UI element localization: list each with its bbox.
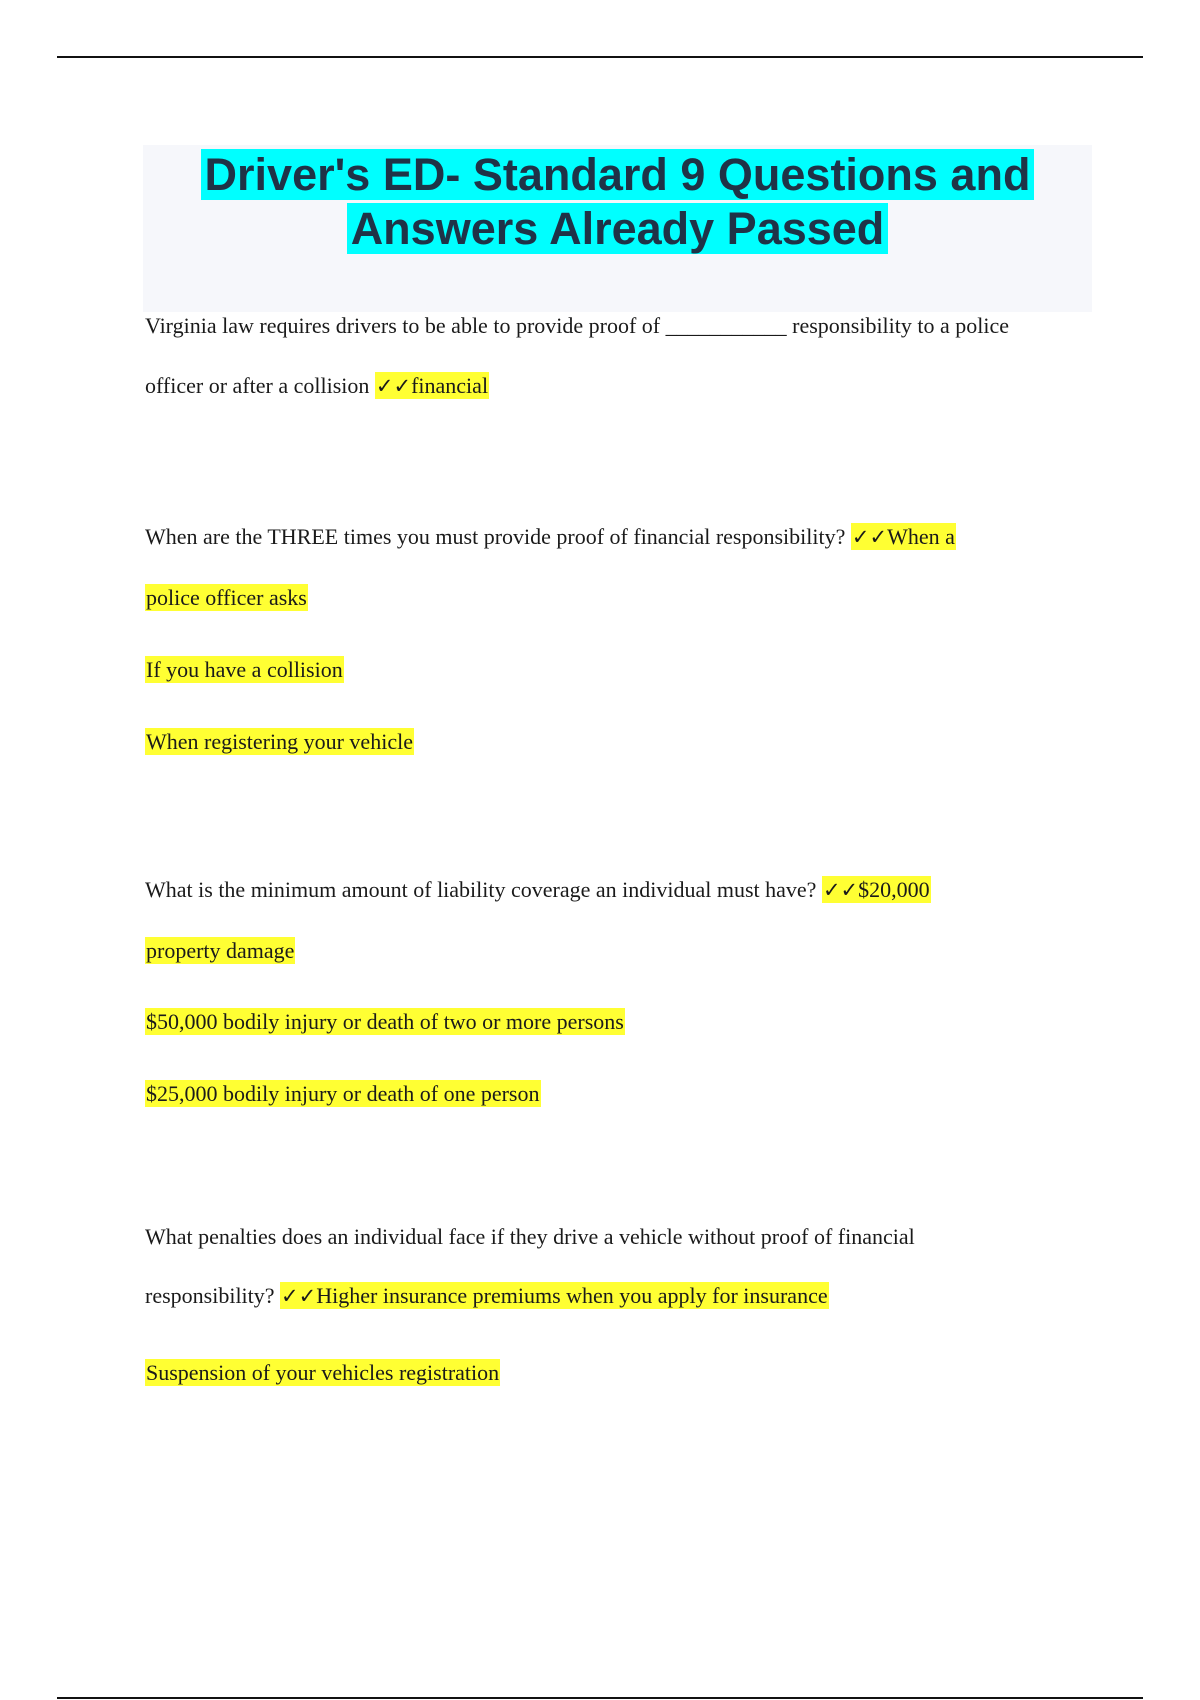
question-2-line-1 (145, 522, 956, 552)
question-4-line-2 (145, 1281, 829, 1311)
answer-1 (375, 372, 489, 399)
answer-4-start (280, 1282, 829, 1309)
answer-4-text: Higher insurance premiums when you apply for insurance (316, 1283, 828, 1308)
document-title (143, 145, 1092, 256)
answer-3-line-3-text: $25,000 bodily injury or death of one person (146, 1081, 540, 1106)
answer-2-line-3-text: When registering your vehicle (146, 729, 413, 754)
answer-3-line-1 (145, 936, 295, 966)
question-2-text: When are the THREE times you must provide proof of financial responsibility? (145, 524, 846, 549)
answer-3-text: $20,000 (858, 877, 930, 902)
check-mark-icon: ✓✓ (281, 1284, 317, 1308)
answer-3-line-2-text: $50,000 bodily injury or death of two or more persons (146, 1009, 624, 1034)
answer-2-line-1 (145, 583, 308, 613)
answer-3-line-2 (145, 1007, 625, 1037)
question-1-line-2 (145, 371, 489, 401)
check-mark-icon: ✓✓ (375, 374, 412, 398)
question-1-text: officer or after a collision (145, 373, 370, 398)
answer-3-start (822, 876, 931, 903)
answer-2-line-2-text: If you have a collision (146, 657, 343, 682)
question-3-line-1 (145, 875, 931, 905)
bottom-rule (57, 1697, 1143, 1699)
answer-4-line-1 (145, 1358, 500, 1388)
question-3-text: What is the minimum amount of liability coverage an individual must have? (145, 877, 817, 902)
answer-4-line-1-text: Suspension of your vehicles registration (146, 1360, 500, 1385)
answer-3-line-1-text: property damage (146, 938, 295, 963)
title-line-2: Answers Already Passed (347, 203, 889, 254)
check-mark-icon: ✓✓ (822, 878, 859, 902)
answer-2-line-1-text: police officer asks (146, 585, 307, 610)
question-4-text: responsibility? (145, 1283, 275, 1308)
check-mark-icon: ✓✓ (851, 525, 888, 549)
question-4-line-1: What penalties does an individual face if they drive a vehicle without proof of financial (145, 1224, 915, 1249)
question-1-line-1: Virginia law requires drivers to be able to provide proof of ___________ responsibility to a police (145, 313, 1010, 338)
answer-2-line-3 (145, 727, 414, 757)
answer-3-line-3 (145, 1079, 541, 1109)
title-block (143, 145, 1092, 312)
answer-2-start (851, 523, 956, 550)
title-line-1: Driver's ED- Standard 9 Questions and (201, 149, 1035, 200)
answer-2-line-2 (145, 655, 344, 685)
top-rule (57, 56, 1143, 58)
answer-2-text: When a (887, 524, 955, 549)
answer-1-text: financial (411, 373, 489, 398)
